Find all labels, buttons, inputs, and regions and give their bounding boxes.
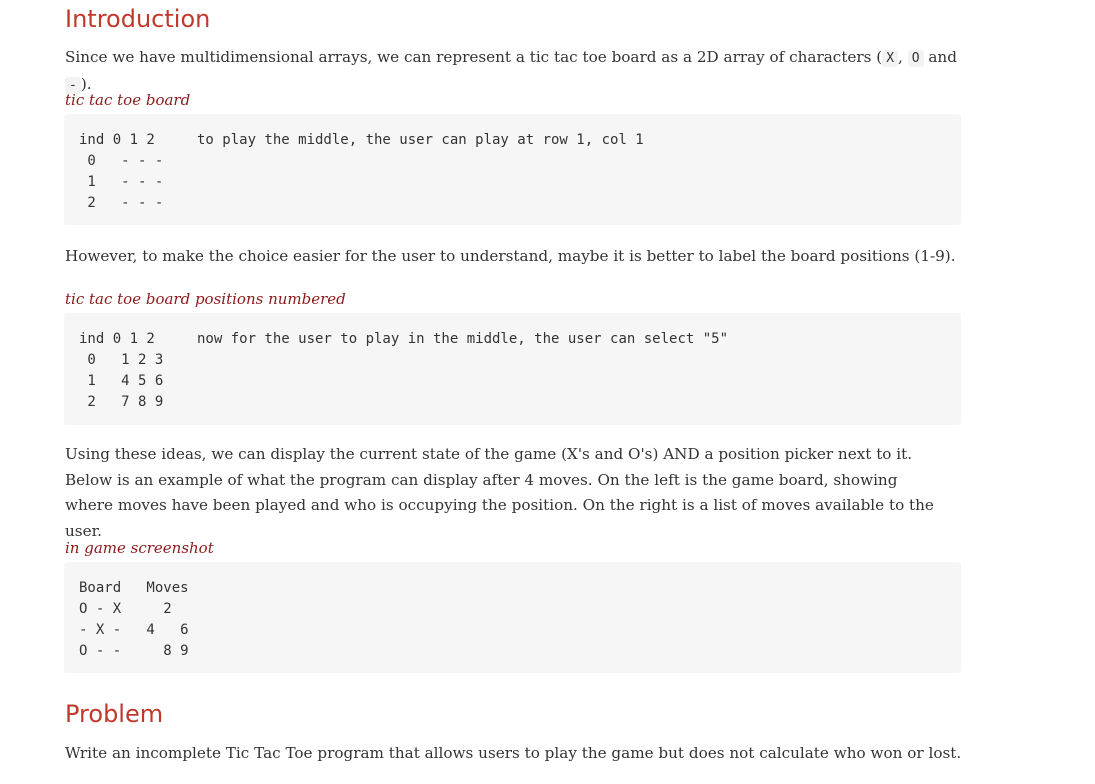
numbered-code: ind 0 1 2 now for the user to play in the middle, the user can select "5" 0 1 2 3 1 4 5 6 2 7 8 9 <box>79 331 729 410</box>
board-code-block <box>64 114 961 225</box>
code-x: X <box>882 50 898 67</box>
numbered-caption: tic tac toe board positions numbered <box>65 290 346 308</box>
board-caption: tic tac toe board <box>65 91 191 109</box>
label-paragraph: However, to make the choice easier for the user to understand, maybe it is better to label the board positions (1-9). <box>65 247 956 265</box>
numbered-code-block <box>64 313 961 425</box>
problem-paragraph: Write an incomplete Tic Tac Toe program that allows users to play the game but does not calculate who won or lost. <box>65 744 962 762</box>
introduction-heading: Introduction <box>65 5 211 33</box>
intro-paragraph <box>65 45 962 98</box>
board-code: ind 0 1 2 to play the middle, the user can play at row 1, col 1 0 - - - 1 - - - 2 - - - <box>79 132 644 211</box>
code-dash: - <box>65 77 81 94</box>
problem-heading: Problem <box>65 700 164 728</box>
code-o: O <box>908 50 924 67</box>
intro-text-after: ). <box>80 74 92 93</box>
intro-separator-and: and <box>928 48 957 66</box>
intro-separator-comma: , <box>898 48 903 66</box>
ideas-paragraph: Using these ideas, we can display the current state of the game (X's and O's) AND a position picker next to it. Below is an example of what the program can display after 4 moves. On the left is the game board, showing where moves have been played and who is occupying the position. On the right is a list of moves available to the user. <box>65 445 934 540</box>
game-code: Board Moves O - X 2 - X - 4 6 O - - 8 9 <box>79 580 189 659</box>
screenshot-caption: in game screenshot <box>65 539 214 557</box>
intro-text-before: Since we have multidimensional arrays, we can represent a tic tac toe board as a 2D array of characters ( <box>65 48 883 66</box>
game-code-block <box>64 562 961 673</box>
